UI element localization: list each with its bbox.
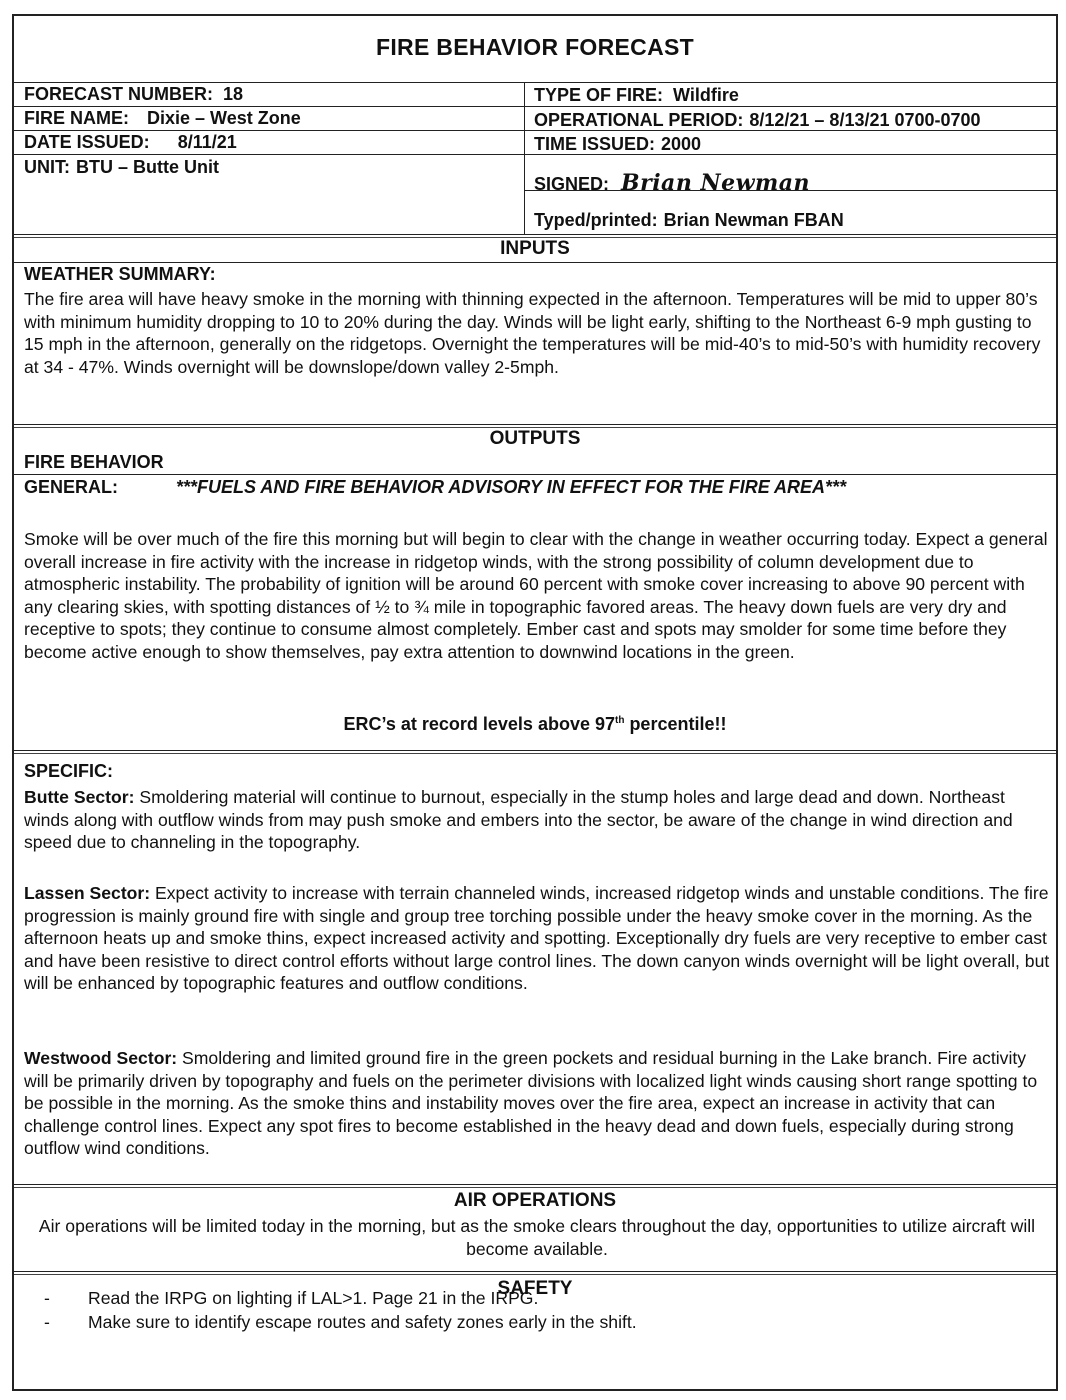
forecast-form [12, 14, 1058, 1391]
westwood-sector: Westwood Sector: Smoldering and limited ground fire in the green pockets and residual burning in the Lake branch. Fire activity will be primarily driven by topography and fuels on the perimeter divisions with localized light winds causing short range spotting to be possible in the morning. As the smoke thins and instability moves over the fire area, expect an increase in activity that can challenge control lines. Expect any spot fires to become established in the heavy dead and down fuels, especially during strong outflow wind conditions. [24, 1048, 1038, 1159]
divider [14, 474, 1056, 475]
unit-field: UNIT: BTU – Butte Unit [24, 157, 219, 177]
advisory-banner: ***FUELS AND FIRE BEHAVIOR ADVISORY IN EFFECT FOR THE FIRE AREA*** [176, 477, 847, 497]
general-text: Smoke will be over much of the fire this morning but will begin to clear with the change in weather occurring today. Expect a general overall increase in fire activity with the increase in ridgetop winds, with the strong possibility of column development due to atmospheric instability. The probability of ignition will be around 60 percent with smoke cover increasing to above 90 percent with any clearing skies, with spotting distances of ½ to ¾ mile in topographic favored areas. The heavy down fuels are very dry and receptive to spots; they continue to consume almost completely. Ember cast and spots may smolder for some time before they become active enough to show themselves, pay extra attention to downwind locations in the green. [24, 529, 1048, 662]
specific-label: SPECIFIC: [24, 761, 114, 781]
erc-notice: ERC’s at record levels above 97th percentile!! [343, 714, 727, 734]
outputs-heading: OUTPUTS [489, 428, 581, 449]
divider [14, 1184, 1056, 1185]
weather-summary-label: WEATHER SUMMARY: [24, 264, 216, 284]
safety-list [44, 1286, 637, 1334]
general-line [24, 477, 846, 498]
divider [524, 82, 525, 234]
divider [14, 262, 1056, 263]
operational-period-field: OPERATIONAL PERIOD: 8/12/21 – 8/13/21 0700-0700 [534, 110, 981, 130]
safety-heading: SAFETY [497, 1278, 573, 1299]
air-operations-text: Air operations will be limited today in the morning, but as the smoke clears throughout the day, opportunities to utilize aircraft will become available. [38, 1216, 1036, 1259]
forecast-number-field: FORECAST NUMBER: 18 [24, 84, 244, 104]
typed-name-field: Typed/printed: Brian Newman FBAN [534, 210, 844, 230]
page-title: FIRE BEHAVIOR FORECAST [376, 34, 694, 60]
divider [14, 424, 1056, 425]
date-issued-field: DATE ISSUED: 8/11/21 [24, 132, 237, 152]
inputs-heading: INPUTS [500, 238, 570, 259]
signature: Brian Newman [621, 170, 811, 196]
lassen-sector: Lassen Sector: Expect activity to increase with terrain channeled winds, increased ridgetop winds and unstable conditions. The fire progression is mainly ground fire with single and group tree torching possible under the heavy smoke cover in the morning. As the afternoon heats up and smoke thins, expect increased activity and spotting. Exceptionally dry fuels are very receptive to ember cast and have been resistive to direct control efforts without large control lines. The down canyon winds overnight will be light overall, but will be enhanced by topographic features and outflow conditions. [24, 883, 1050, 994]
signed-field: SIGNED: Brian Newman [534, 170, 811, 196]
fire-name-field: FIRE NAME: Dixie – West Zone [24, 108, 301, 128]
butte-sector: Butte Sector: Smoldering material will continue to burnout, especially in the stump holes and large dead and down. Northeast winds along with outflow winds from may push smoke and embers into the sector, be aware of the change in wind direction and speed due to channeling in the topography. [24, 787, 1013, 853]
divider [14, 106, 1056, 107]
general-label: GENERAL: [24, 477, 118, 497]
weather-summary-text: The fire area will have heavy smoke in the morning with thinning expected in the afternoon. Temperatures will be mid to upper 80’s with minimum humidity dropping to 10 to 20% during the day. Winds will be light early, shifting to the Northeast 6-9 mph gusting to 15 mph in the afternoon, generally on the ridgetops. Overnight the temperatures will be mid-40’s to mid-50’s with humidity recovery at 34 - 47%. Winds overnight will be downslope/down valley 2-5mph. [24, 289, 1041, 377]
time-issued-field: TIME ISSUED: 2000 [534, 134, 702, 154]
fire-behavior-label: FIRE BEHAVIOR [24, 452, 164, 472]
air-operations-heading: AIR OPERATIONS [453, 1190, 617, 1211]
divider [14, 1271, 1056, 1272]
list-item: - Read the IRPG on lighting if LAL>1. Page 21 in the IRPG. [44, 1286, 637, 1310]
divider [14, 82, 1056, 83]
list-item: - Make sure to identify escape routes and safety zones early in the shift. [44, 1310, 637, 1334]
divider [14, 750, 1056, 751]
type-of-fire-field: TYPE OF FIRE: Wildfire [534, 85, 739, 105]
divider [14, 234, 1056, 235]
